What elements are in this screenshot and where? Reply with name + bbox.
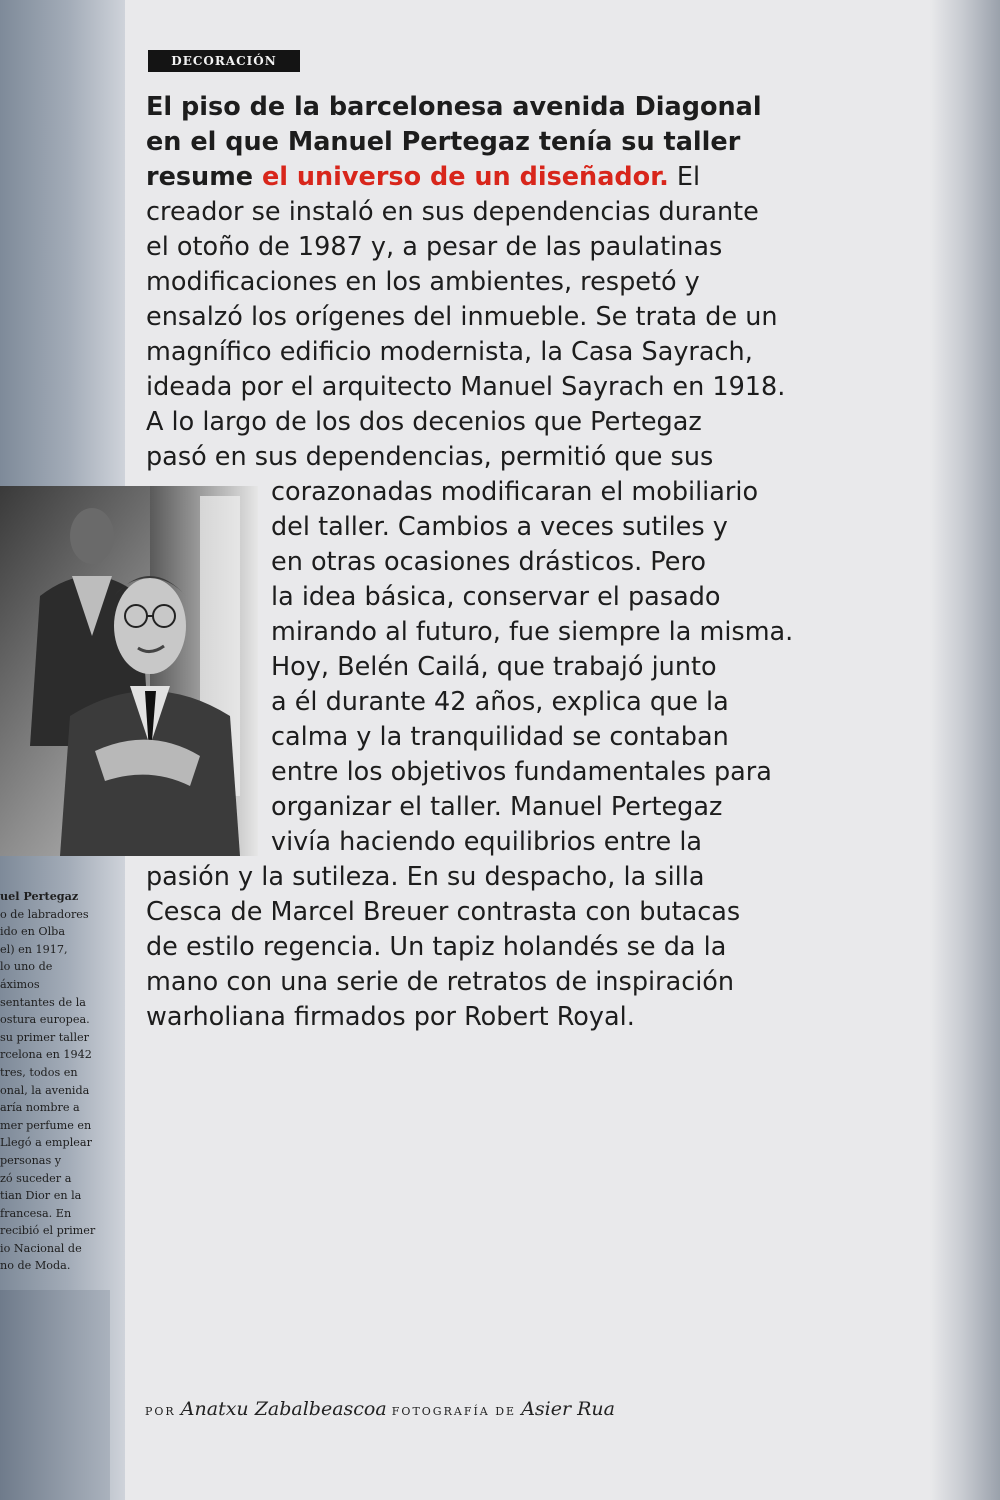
body-text: ideada por el arquitecto Manuel Sayrach en 1918. (146, 372, 786, 402)
caption-line: zó suceder a (0, 1171, 72, 1185)
body-text: el otoño de 1987 y, a pesar de las paulatinas (146, 232, 723, 262)
caption-line: tian Dior en la (0, 1189, 82, 1203)
caption-line: recibió el primer (0, 1224, 96, 1238)
caption-line: tres, todos en (0, 1065, 78, 1079)
caption-name: uel Pertegaz (0, 889, 79, 903)
lead-text: El piso de la barcelonesa avenida Diagonal (146, 92, 762, 122)
article-line (146, 860, 826, 895)
caption-line: Llegó a emplear (0, 1136, 92, 1150)
byline-label: POR (145, 1405, 176, 1418)
caption-line: ido en Olba (0, 925, 65, 939)
article-line (146, 160, 826, 195)
body-text: creador se instaló en sus dependencias durante (146, 197, 759, 227)
body-text: pasó en sus dependencias, permitió que sus (146, 442, 714, 472)
article-line (146, 405, 826, 440)
body-text: warholiana firmados por Robert Royal. (146, 1002, 635, 1032)
caption-line: aría nombre a (0, 1101, 80, 1115)
portrait-photo (0, 486, 258, 856)
caption-line: mer perfume en (0, 1118, 92, 1132)
article-line (146, 125, 826, 160)
body-text: la idea básica, conservar el pasado (271, 582, 721, 612)
body-text: del taller. Cambios a veces sutiles y (271, 512, 728, 542)
caption-line: o de labradores (0, 907, 89, 921)
body-text: a él durante 42 años, explica que la (271, 687, 729, 717)
body-text: El (668, 162, 701, 192)
caption-line: lo uno de (0, 960, 53, 974)
body-text: de estilo regencia. Un tapiz holandés se da la (146, 932, 727, 962)
section-tag: DECORACIÓN (148, 50, 300, 72)
article-line (146, 195, 826, 230)
body-text: organizar el taller. Manuel Pertegaz (271, 792, 723, 822)
article-line (146, 965, 826, 1000)
caption-line: personas y (0, 1153, 62, 1167)
caption-text (0, 906, 112, 1275)
caption-line: su primer taller (0, 1030, 90, 1044)
body-text: modificaciones en los ambientes, respetó y (146, 267, 700, 297)
body-text: en otras ocasiones drásticos. Pero (271, 547, 706, 577)
body-text: vivía haciendo equilibrios entre la (271, 827, 703, 857)
article-line (146, 370, 826, 405)
article-line (146, 440, 826, 475)
body-text: entre los objetivos fundamentales para (271, 757, 772, 787)
body-text: A lo largo de los dos decenios que Pertegaz (146, 407, 702, 437)
caption-line: no de Moda. (0, 1259, 71, 1273)
caption-line: sentantes de la (0, 995, 86, 1009)
article-line (146, 895, 826, 930)
article-line (146, 335, 826, 370)
body-text: corazonadas modificaran el mobiliario (271, 477, 759, 507)
article-line (146, 230, 826, 265)
portrait-illustration (0, 486, 258, 856)
photo-caption (0, 888, 112, 1275)
body-text: mano con una serie de retratos de inspiración (146, 967, 735, 997)
body-text: Hoy, Belén Cailá, que trabajó junto (271, 652, 717, 682)
caption-line: ostura europea. (0, 1013, 90, 1027)
caption-line: francesa. En (0, 1206, 72, 1220)
caption-line: onal, la avenida (0, 1083, 90, 1097)
caption-line: io Nacional de (0, 1241, 82, 1255)
photo-credit-label: FOTOGRAFÍA DE (391, 1405, 517, 1418)
caption-line: el) en 1917, (0, 942, 68, 956)
article-line (146, 90, 826, 125)
body-text: magnífico edificio modernista, la Casa Sayrach, (146, 337, 753, 367)
body-text: calma y la tranquilidad se contaban (271, 722, 729, 752)
lead-text: resume (146, 162, 262, 192)
article-line (146, 1000, 826, 1035)
byline-author: Anatxu Zabalbeascoa (180, 1398, 387, 1420)
highlight-text: el universo de un diseñador. (261, 162, 669, 192)
article-line (146, 300, 826, 335)
article-line (146, 265, 826, 300)
article-line (146, 930, 826, 965)
caption-line: áximos (0, 977, 40, 991)
lead-text: en el que Manuel Pertegaz tenía su taller (146, 127, 741, 157)
body-text: pasión y la sutileza. En su despacho, la silla (146, 862, 705, 892)
body-text: ensalzó los orígenes del inmueble. Se trata de un (146, 302, 778, 332)
body-text: Cesca de Marcel Breuer contrasta con butacas (146, 897, 741, 927)
byline-credits (145, 1398, 615, 1420)
photo-credit-name: Asier Rua (521, 1398, 615, 1420)
body-text: mirando al futuro, fue siempre la misma. (271, 617, 794, 647)
caption-line: rcelona en 1942 (0, 1048, 92, 1062)
